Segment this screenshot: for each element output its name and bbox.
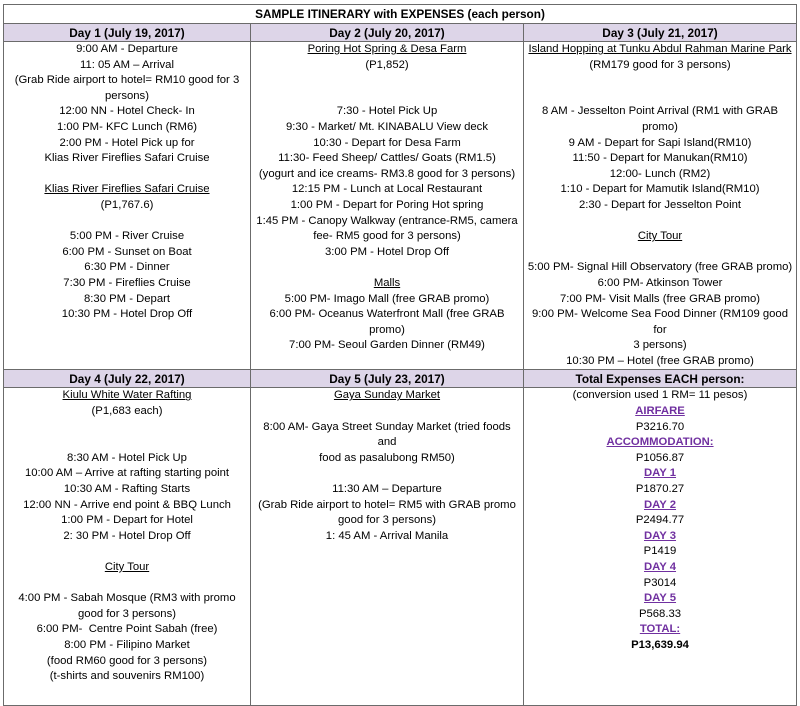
- spacer: [385, 260, 388, 276]
- expense-value-day5: P568.33: [638, 607, 682, 620]
- list-item: 5:00 PM- Signal Hill Observatory (free GRAB promo): [527, 261, 793, 274]
- spacer: [385, 73, 388, 89]
- spacer: [658, 214, 661, 230]
- spacer: [125, 435, 128, 451]
- list-item: 12:00 NN - Arrive end point & BBQ Lunch: [23, 498, 231, 511]
- expense-value-day4: P3014: [643, 576, 677, 589]
- expense-value-accommodation: P1056.87: [635, 451, 685, 464]
- day4-list: [7, 388, 247, 684]
- list-item: (P1,767.6): [100, 198, 154, 211]
- expense-value-airfare: P3216.70: [635, 420, 685, 433]
- day5-list: [254, 388, 520, 544]
- day2-header: Day 2 (July 20, 2017): [251, 24, 524, 42]
- expense-label-day5: DAY 5: [643, 592, 677, 605]
- list-item: 9:00 PM- Welcome Sea Food Dinner (RM109 good for: [532, 308, 792, 336]
- day4-cell: [4, 388, 251, 706]
- list-item: 11:30 AM – Departure: [332, 483, 442, 496]
- list-item: 1:45 PM - Canopy Walkway (entrance-RM5, camera: [256, 214, 518, 227]
- list-item: 8 AM - Jesselton Point Arrival (RM1 with GRAB: [541, 105, 779, 118]
- title-row: [4, 5, 797, 24]
- section-heading: City Tour: [637, 230, 683, 243]
- list-item: (P1,852): [365, 58, 409, 71]
- list-item: 2:30 - Depart for Jesselton Point: [579, 198, 742, 211]
- list-item: good for 3 persons): [78, 607, 176, 620]
- list-item: 12:00- Lunch (RM2): [609, 167, 711, 180]
- spacer: [125, 576, 128, 592]
- spacer: [385, 404, 388, 420]
- list-item: food as pasalubong RM50): [319, 451, 455, 464]
- expense-value-day3: P1419: [643, 545, 677, 558]
- list-item: (food RM60 good for 3 persons): [46, 654, 208, 667]
- section-heading: Malls: [373, 276, 401, 289]
- list-item: 1:10 - Depart for Mamutik Island(RM10): [560, 183, 760, 196]
- expense-label-day3: DAY 3: [643, 529, 677, 542]
- spacer: [658, 245, 661, 261]
- list-item: (RM179 good for 3 persons): [589, 58, 731, 71]
- list-item: Klias River Fireflies Safari Cruise: [44, 152, 210, 165]
- list-item: 10:30 - Depart for Desa Farm: [313, 136, 461, 149]
- list-item: 8:00 AM- Gaya Street Sunday Market (tried foods and: [263, 420, 514, 449]
- list-item: 8:30 AM - Hotel Pick Up: [67, 451, 187, 464]
- list-item: 10:00 AM – Arrive at rafting starting point: [24, 467, 230, 480]
- list-item: 1:00 PM - Depart for Poring Hot spring: [290, 198, 484, 211]
- expense-label-total: TOTAL:: [639, 623, 681, 636]
- section-heading: City Tour: [104, 561, 150, 573]
- list-item: 2: 30 PM - Hotel Drop Off: [63, 529, 191, 542]
- table-title: SAMPLE ITINERARY with EXPENSES (each person): [4, 5, 797, 24]
- list-item: 6:30 PM - Dinner: [84, 261, 170, 274]
- day2-list: [254, 42, 520, 354]
- expense-label-accommodation: ACCOMMODATION:: [606, 436, 714, 449]
- day1-list: [7, 42, 247, 323]
- expense-label-day4: DAY 4: [643, 561, 677, 573]
- list-item: 9 AM - Depart for Sapi Island(RM10): [568, 136, 752, 149]
- spacer: [658, 89, 661, 105]
- expense-label-day1: DAY 1: [643, 467, 677, 480]
- list-item: 3:00 PM - Hotel Drop Off: [324, 245, 450, 258]
- conversion-note: (conversion used 1 RM= 11 pesos): [572, 389, 748, 402]
- list-item: persons): [105, 89, 149, 102]
- spacer: [385, 466, 388, 482]
- spacer: [125, 420, 128, 436]
- list-item: fee- RM5 good for 3 persons): [313, 230, 461, 243]
- section-heading: Poring Hot Spring & Desa Farm: [307, 43, 467, 55]
- list-item: (Grab Ride airport to hotel= RM5 with GRAB promo: [258, 498, 516, 511]
- list-item: 8:30 PM - Depart: [83, 292, 171, 305]
- spacer: [385, 89, 388, 105]
- expense-label-day2: DAY 2: [643, 498, 677, 511]
- list-item: 11:30- Feed Sheep/ Cattles/ Goats (RM1.5): [278, 152, 496, 165]
- list-item: (yogurt and ice creams- RM3.8 good for 3 persons): [258, 167, 516, 180]
- list-item: (P1,683 each): [91, 405, 163, 418]
- day1-header: Day 1 (July 19, 2017): [4, 24, 251, 42]
- section-heading: Gaya Sunday Market: [333, 389, 441, 402]
- list-item: 3 persons): [633, 339, 687, 352]
- list-item: 12:15 PM - Lunch at Local Restaurant: [291, 183, 483, 196]
- content-row-2: [4, 388, 797, 706]
- total-list: [527, 388, 793, 653]
- list-item: 6:00 PM - Sunset on Boat: [62, 245, 192, 258]
- header-row-1: [4, 24, 797, 42]
- header-row-2: [4, 370, 797, 388]
- spacer: [125, 214, 128, 230]
- day5-header: Day 5 (July 23, 2017): [251, 370, 524, 388]
- day1-cell: [4, 42, 251, 370]
- list-item: 12:00 NN - Hotel Check- In: [59, 105, 195, 118]
- section-heading: Klias River Fireflies Safari Cruise: [44, 183, 210, 196]
- list-item: 1: 45 AM - Arrival Manila: [325, 529, 449, 542]
- list-item: 9:30 - Market/ Mt. KINABALU View deck: [286, 120, 488, 133]
- expense-value-day1: P1870.27: [635, 483, 685, 496]
- list-item: 5:00 PM- Imago Mall (free GRAB promo): [284, 292, 490, 305]
- list-item: (t-shirts and souvenirs RM100): [49, 670, 205, 683]
- total-cell: [524, 388, 797, 706]
- section-heading: Kiulu White Water Rafting: [62, 389, 192, 402]
- list-item: 4:00 PM - Sabah Mosque (RM3 with promo: [18, 592, 236, 605]
- list-item: 9:00 AM - Departure: [76, 43, 178, 55]
- list-item: promo): [642, 120, 678, 133]
- list-item: 6:00 PM- Centre Point Sabah (free): [36, 623, 218, 636]
- list-item: 7:30 - Hotel Pick Up: [336, 105, 438, 118]
- list-item: 5:00 PM - River Cruise: [69, 230, 185, 243]
- section-heading: Island Hopping at Tunku Abdul Rahman Marine Park: [528, 43, 792, 55]
- list-item: 1:00 PM - Depart for Hotel: [61, 514, 193, 527]
- list-item: 6:00 PM- Atkinson Tower: [597, 276, 723, 289]
- list-item: 1:00 PM- KFC Lunch (RM6): [57, 120, 197, 133]
- total-header: Total Expenses EACH person:: [524, 370, 797, 388]
- day3-header: Day 3 (July 21, 2017): [524, 24, 797, 42]
- day3-list: [527, 42, 793, 369]
- list-item: 8:00 PM - Filipino Market: [64, 638, 190, 651]
- spacer: [658, 73, 661, 89]
- list-item: 10:30 PM – Hotel (free GRAB promo): [566, 354, 754, 367]
- list-item: 11:50 - Depart for Manukan(RM10): [572, 152, 748, 165]
- list-item: 7:30 PM - Fireflies Cruise: [63, 276, 191, 289]
- list-item: 7:00 PM- Visit Malls (free GRAB promo): [559, 292, 761, 305]
- expense-value-total: P13,639.94: [631, 638, 689, 651]
- expense-label-airfare: AIRFARE: [635, 405, 685, 418]
- day5-cell: [251, 388, 524, 706]
- spacer: [125, 167, 128, 183]
- list-item: (Grab Ride airport to hotel= RM10 good for 3: [14, 74, 240, 87]
- list-item: good for 3 persons): [338, 514, 436, 527]
- itinerary-table: [3, 4, 797, 706]
- list-item: 10:30 PM - Hotel Drop Off: [61, 308, 193, 321]
- spacer: [125, 544, 128, 560]
- day4-header: Day 4 (July 22, 2017): [4, 370, 251, 388]
- list-item: 10:30 AM - Rafting Starts: [63, 483, 191, 496]
- list-item: 6:00 PM- Oceanus Waterfront Mall (free GRAB promo): [269, 308, 508, 336]
- list-item: 11: 05 AM – Arrival: [80, 58, 174, 71]
- list-item: 2:00 PM - Hotel Pick up for: [59, 136, 195, 149]
- list-item: 7:00 PM- Seoul Garden Dinner (RM49): [289, 339, 485, 352]
- day2-cell: [251, 42, 524, 370]
- day3-cell: [524, 42, 797, 370]
- content-row-1: [4, 42, 797, 370]
- expense-value-day2: P2494.77: [635, 514, 685, 527]
